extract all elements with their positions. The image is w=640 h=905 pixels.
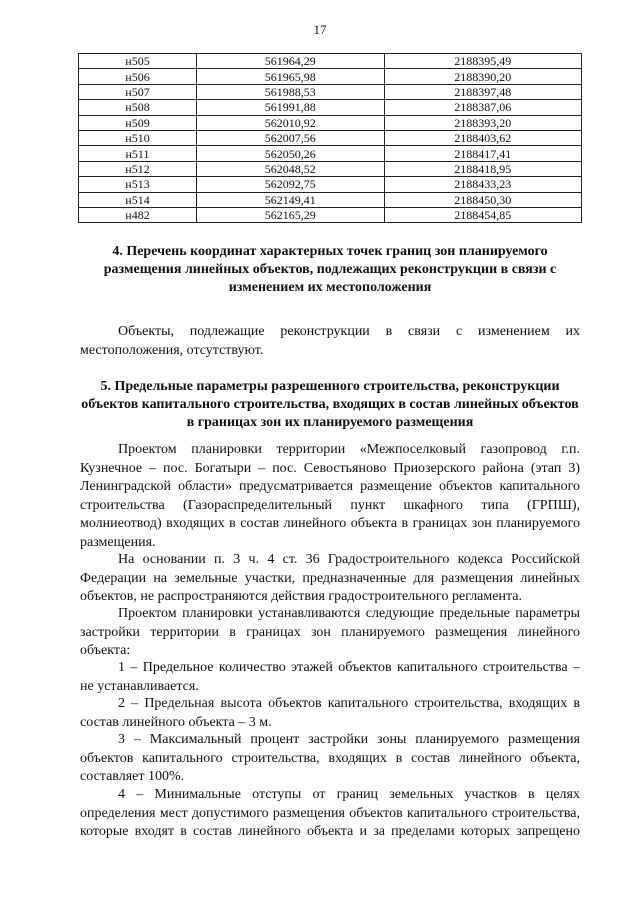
- point-id-cell: н505: [79, 54, 197, 69]
- point-id-cell: н509: [79, 115, 197, 130]
- table-row: [79, 69, 582, 84]
- table-row: [79, 161, 582, 176]
- section-5-item-3: 3 – Максимальный процент застройки зоны планируемого размещения объектов капитального строительства, входящих в состав линейного объекта, составляет 100%.: [80, 732, 580, 784]
- table-row: [79, 115, 582, 130]
- y-coordinate-cell: 2188417,41: [384, 146, 582, 161]
- table-row: [79, 54, 582, 69]
- x-coordinate-cell: 562007,56: [196, 130, 384, 145]
- point-id-cell: н482: [79, 207, 197, 222]
- x-coordinate-cell: 561988,53: [196, 84, 384, 99]
- x-coordinate-cell: 562165,29: [196, 207, 384, 222]
- y-coordinate-cell: 2188454,85: [384, 207, 582, 222]
- y-coordinate-cell: 2188450,30: [384, 192, 582, 207]
- y-coordinate-cell: 2188393,20: [384, 115, 582, 130]
- point-id-cell: н513: [79, 177, 197, 192]
- table-row: [79, 192, 582, 207]
- section-5-heading: 5. Предельные параметры разрешенного строительства, реконструкции объектов капитального строительства, входящих в состав линейных объектов в границах зон их планируемого размещения: [81, 379, 579, 430]
- x-coordinate-cell: 562149,41: [196, 192, 384, 207]
- x-coordinate-cell: 562050,26: [196, 146, 384, 161]
- table-row: [79, 177, 582, 192]
- section-5-paragraph-2: На основании п. 3 ч. 4 ст. 36 Градостроительного кодекса Российской Федерации на земельные участки, предназначенные для размещения линейных объектов, не распространяются действия градостроительного регламента.: [80, 552, 580, 604]
- y-coordinate-cell: 2188433,23: [384, 177, 582, 192]
- table-row: [79, 130, 582, 145]
- point-id-cell: н512: [79, 161, 197, 176]
- section-5-item-2: 2 – Предельная высота объектов капитального строительства, входящих в состав линейного объекта – 3 м.: [80, 696, 580, 730]
- point-id-cell: н508: [79, 100, 197, 115]
- y-coordinate-cell: 2188390,20: [384, 69, 582, 84]
- y-coordinate-cell: 2188395,49: [384, 54, 582, 69]
- section-5-item-1: 1 – Предельное количество этажей объектов капитального строительства – не устанавливается.: [80, 660, 580, 694]
- x-coordinate-cell: 562092,75: [196, 177, 384, 192]
- y-coordinate-cell: 2188397,48: [384, 84, 582, 99]
- page-number: 17: [313, 22, 327, 37]
- section-5-paragraph-1: Проектом планировки территории «Межпоселковый газопровод г.п. Кузнечное – пос. Богатыри – пос. Севостьяново Приозерского района (этап 3) Ленинградской области» предусматривается размещение объектов капитального строительства (Газораспределительный пункт шкафного типа (ГРПШ), молниеотвод) входящих в состав линейного объекта в границах зон планируемого размещения.: [80, 442, 580, 550]
- table-row: [79, 146, 582, 161]
- point-id-cell: н514: [79, 192, 197, 207]
- x-coordinate-cell: 561991,88: [196, 100, 384, 115]
- table-row: [79, 100, 582, 115]
- point-id-cell: н511: [79, 146, 197, 161]
- coordinates-table: [78, 53, 582, 223]
- x-coordinate-cell: 561965,98: [196, 69, 384, 84]
- section-5-item-4: 4 – Минимальные отступы от границ земельных участков в целях определения мест допустимого размещения объектов капитального строительства, которые входят в состав линейного объекта и за пределами которых запрещено: [80, 787, 580, 839]
- x-coordinate-cell: 562048,52: [196, 161, 384, 176]
- section-4-text: Объекты, подлежащие реконструкции в связи с изменением их местоположения, отсутствуют.: [80, 324, 580, 358]
- table-row: [79, 207, 582, 222]
- y-coordinate-cell: 2188418,95: [384, 161, 582, 176]
- section-5-paragraph-3: Проектом планировки устанавливаются следующие предельные параметры застройки территории в границах зон планируемого размещения линейного объекта:: [80, 606, 580, 658]
- y-coordinate-cell: 2188387,06: [384, 100, 582, 115]
- table-row: [79, 84, 582, 99]
- x-coordinate-cell: 562010,92: [196, 115, 384, 130]
- y-coordinate-cell: 2188403,62: [384, 130, 582, 145]
- x-coordinate-cell: 561964,29: [196, 54, 384, 69]
- point-id-cell: н507: [79, 84, 197, 99]
- point-id-cell: н510: [79, 130, 197, 145]
- section-4-heading: 4. Перечень координат характерных точек границ зон планируемого размещения линейных объектов, подлежащих реконструкции в связи с изменением их местоположения: [103, 244, 557, 295]
- point-id-cell: н506: [79, 69, 197, 84]
